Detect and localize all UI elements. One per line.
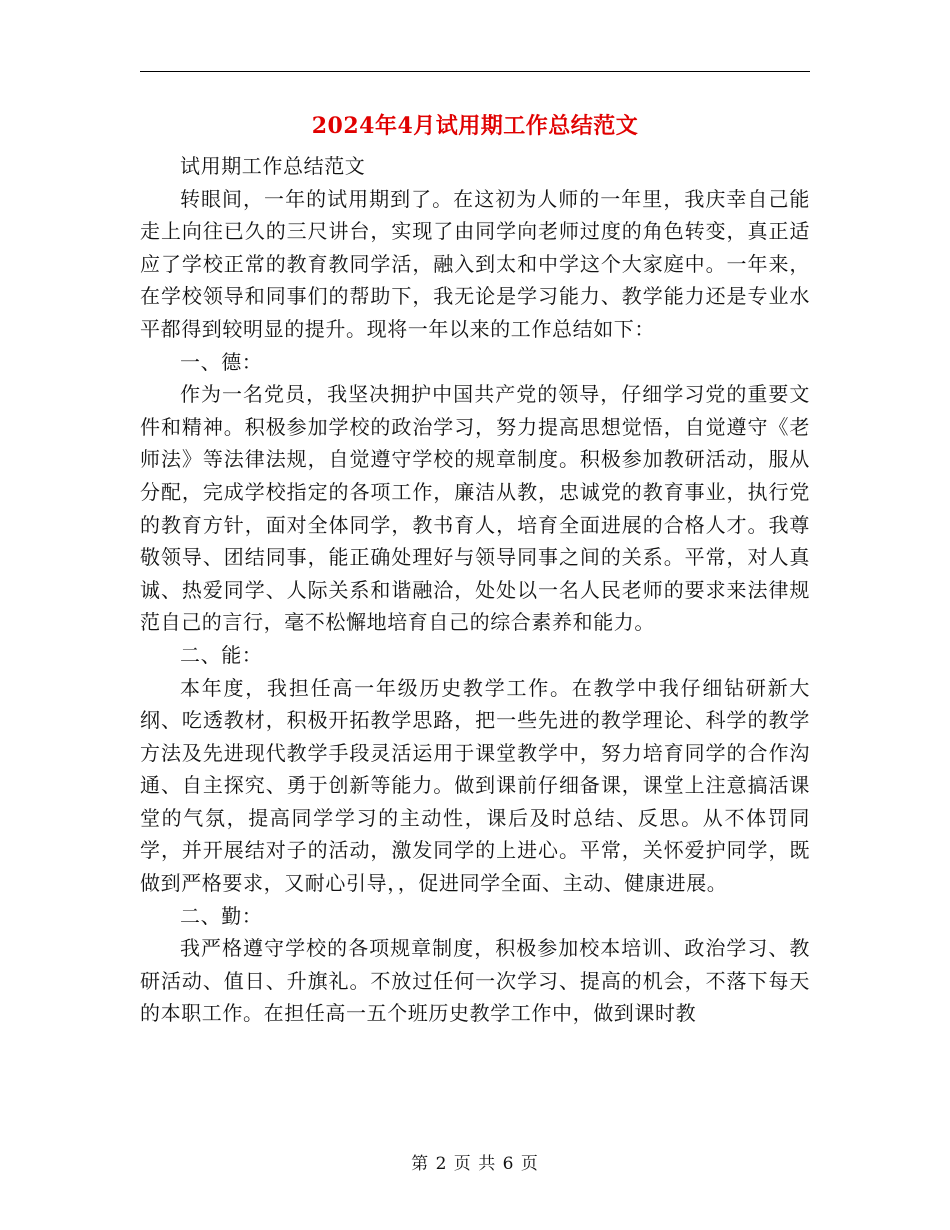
paragraph-subtitle: 试用期工作总结范文 xyxy=(180,154,366,178)
paragraph-qin: 我严格遵守学校的各项规章制度，积极参加校本培训、政治学习、教研活动、值日、升旗礼。不放过任何一次学习、提高的机会，不落下每天的本职工作。在担任高一五个班历史教学工作中，做到课时教 xyxy=(140,936,810,1026)
page-number-label: 第 2 页 共 6 页 xyxy=(411,1154,539,1174)
paragraph-neng: 本年度，我担任高一年级历史教学工作。在教学中我仔细钻研新大纲、吃透教材，积极开拓教学思路，把一些先进的教学理论、科学的教学方法及先进现代教学手段灵活运用于课堂教学中，努力培育同学的合作沟通、自主探究、勇于创新等能力。做到课前仔细备课，课堂上注意搞活课堂的气氛，提高同学学习的主动性，课后及时总结、反思。从不体罚同学，并开展结对子的活动，激发同学的上进心。平常，关怀爱护同学，既做到严格要求，又耐心引导，，促进同学全面、主动、健康进展。 xyxy=(140,675,810,896)
section-heading-qin: 二、勤： xyxy=(180,903,263,928)
document-body xyxy=(140,150,810,1030)
paragraph-intro: 转眼间，一年的试用期到了。在这初为人师的一年里，我庆幸自己能走上向往已久的三尺讲台，实现了由同学向老师过度的角色转变，真正适应了学校正常的教育教同学活，融入到太和中学这个大家庭中。一年来，在学校领导和同事们的帮助下，我无论是学习能力、教学能力还是专业水平都得到较明显的提升。现将一年以来的工作总结如下： xyxy=(140,186,810,341)
header-rule xyxy=(140,71,810,72)
section-heading-de: 一、德： xyxy=(180,349,263,374)
document-title: 2024年4月试用期工作总结范文 xyxy=(311,113,639,139)
paragraph-de: 作为一名党员，我坚决拥护中国共产党的领导，仔细学习党的重要文件和精神。积极参加学校的政治学习，努力提高思想觉悟，自觉遵守《老师法》等法律法规，自觉遵守学校的规章制度。积极参加教研活动，服从分配，完成学校指定的各项工作，廉洁从教，忠诚党的教育事业，执行党的教育方针，面对全体同学，教书育人，培育全面进展的合格人才。我尊敬领导、团结同事，能正确处理好与领导同事之间的关系。平常，对人真诚、热爱同学、人际关系和谐融洽，处处以一名人民老师的要求来法律规范自己的言行，毫不松懈地培育自己的综合素养和能力。 xyxy=(140,382,810,635)
section-heading-neng: 二、能： xyxy=(180,642,263,667)
page-footer xyxy=(0,1152,950,1176)
